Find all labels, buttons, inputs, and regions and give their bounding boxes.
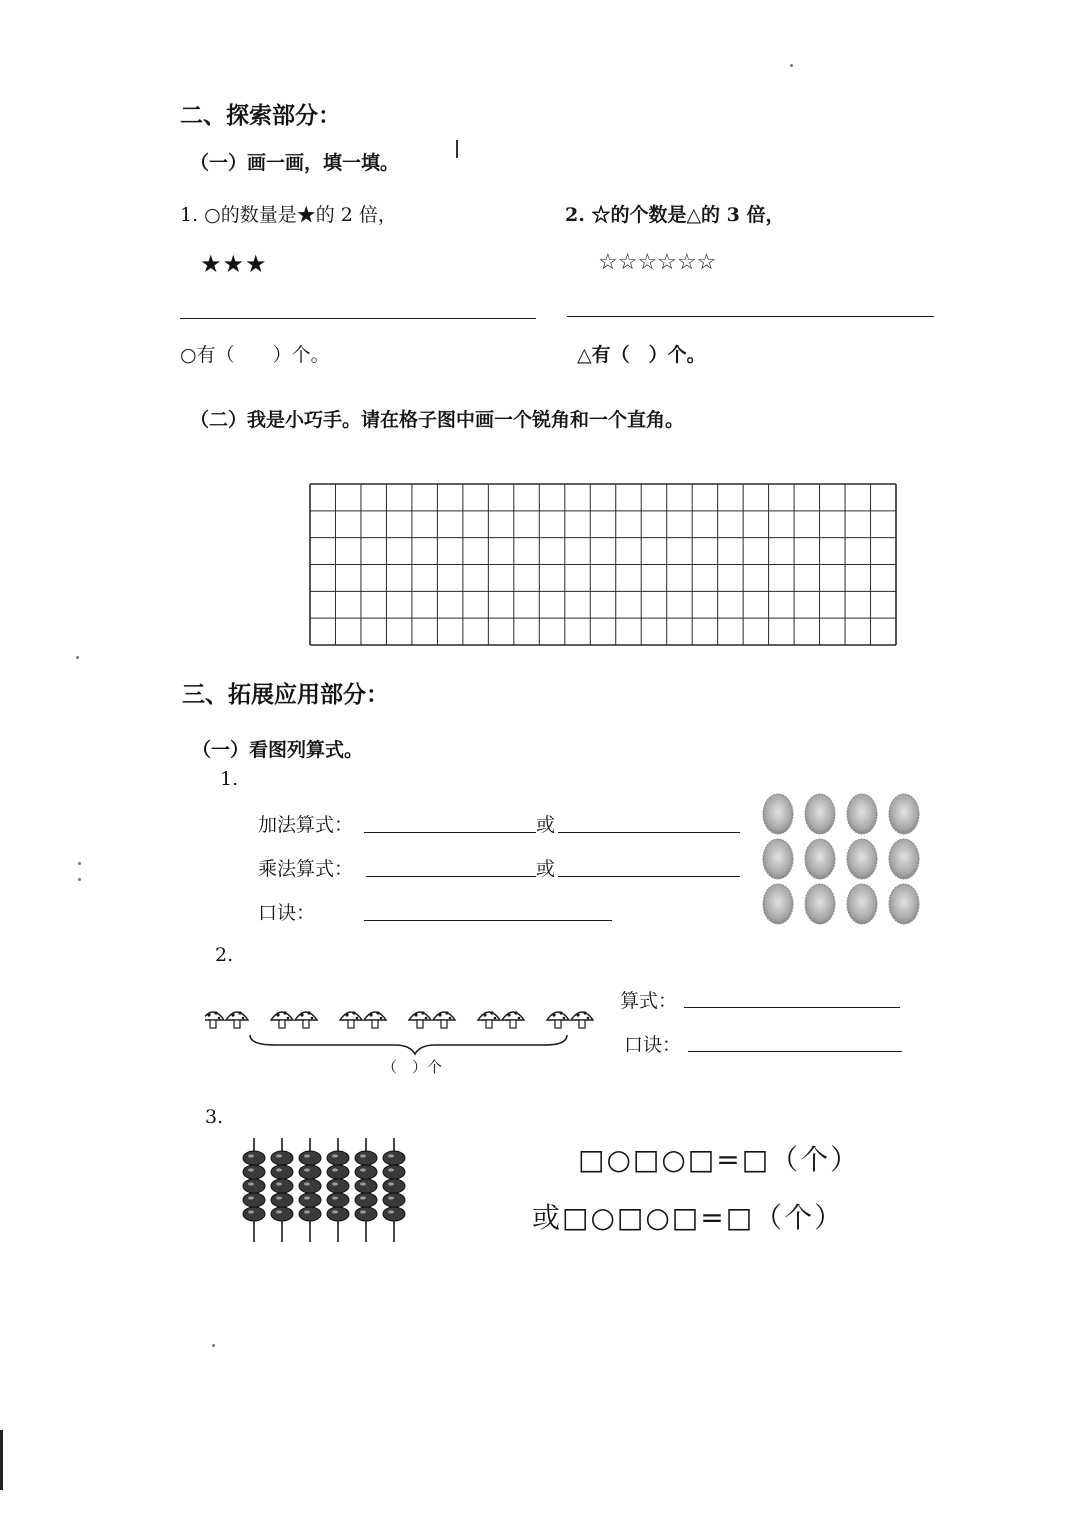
mushroom-icon — [340, 1011, 362, 1028]
egg-icon — [805, 884, 835, 924]
mushroom-icon — [226, 1011, 248, 1028]
mushroom-icon — [271, 1011, 293, 1028]
egg-icon — [889, 794, 919, 834]
mushroom-icon — [571, 1011, 593, 1028]
or-text-1: 或 — [536, 814, 556, 836]
speck — [78, 862, 81, 865]
drawing-line-2[interactable] — [567, 316, 934, 317]
question-2-prompt: 2. ☆的个数是△的 3 倍， — [565, 204, 785, 226]
question-1-prompt: 1. ○的数量是★的 2 倍， — [180, 204, 397, 226]
mushroom-icon — [433, 1011, 455, 1028]
white-stars: ☆☆☆☆☆☆ — [598, 250, 717, 275]
mushroom-icon — [364, 1011, 386, 1028]
skewer-icon — [383, 1138, 405, 1242]
mul-blank-1[interactable] — [366, 876, 536, 877]
scan-edge — [0, 1430, 3, 1490]
formula-label: 算式： — [620, 990, 678, 1012]
brace — [250, 1035, 567, 1054]
egg-icon — [889, 839, 919, 879]
add-blank-1[interactable] — [364, 832, 536, 833]
skewer-icon — [271, 1138, 293, 1242]
egg-icon — [847, 884, 877, 924]
pen-mark — [456, 140, 458, 158]
egg-icon — [805, 794, 835, 834]
speck — [76, 656, 79, 659]
formula-blank[interactable] — [684, 1007, 900, 1008]
mushroom-icon — [502, 1011, 524, 1028]
section-2-title: 二、探索部分： — [180, 102, 341, 129]
part-3-1-title: （一）看图列算式。 — [192, 739, 364, 761]
egg-icon — [889, 884, 919, 924]
section-3-title: 三、拓展应用部分： — [182, 681, 389, 708]
mushroom-icon — [478, 1011, 500, 1028]
skewer-icon — [327, 1138, 349, 1242]
rhyme-label-1: 口诀： — [258, 902, 316, 924]
add-label: 加法算式： — [258, 814, 354, 836]
or-text-2: 或 — [536, 858, 556, 880]
mushroom-icon — [295, 1011, 317, 1028]
egg-icon — [847, 794, 877, 834]
rhyme-blank-1[interactable] — [364, 920, 612, 921]
brace-label[interactable]: （ ）个 — [382, 1058, 443, 1076]
rhyme-blank-2[interactable] — [688, 1051, 902, 1052]
mushroom-icon — [409, 1011, 431, 1028]
part-1-title: （一）画一画，填一填。 — [190, 152, 400, 174]
rhyme-label-2: 口诀： — [624, 1034, 682, 1056]
q1-number: 1. — [220, 768, 239, 790]
drawing-line-1[interactable] — [180, 318, 536, 319]
skewer-icon — [243, 1138, 265, 1242]
equation-2[interactable]: 或□○□○□=□（个） — [532, 1201, 845, 1234]
skewer-icon — [355, 1138, 377, 1242]
speck — [78, 878, 81, 881]
speck — [790, 64, 793, 67]
eggs-illustration — [756, 790, 928, 935]
drawing-grid[interactable] — [309, 483, 897, 646]
q3-number: 3. — [205, 1106, 224, 1128]
skewer-icon — [299, 1138, 321, 1242]
question-2-answer[interactable]: △有（ ）个。 — [577, 344, 706, 366]
equation-1[interactable]: □○□○□=□（个） — [578, 1143, 861, 1176]
egg-icon — [763, 794, 793, 834]
speck — [212, 1344, 215, 1347]
egg-icon — [763, 839, 793, 879]
q2-number: 2. — [215, 944, 234, 966]
skewers-illustration — [238, 1136, 418, 1244]
mul-label: 乘法算式： — [258, 858, 354, 880]
question-1-answer[interactable]: ○有（ ）个。 — [180, 344, 330, 366]
egg-icon — [805, 839, 835, 879]
black-stars: ★★★ — [200, 250, 268, 278]
mushroom-icon — [205, 1011, 224, 1028]
part-2-title: （二）我是小巧手。请在格子图中画一个锐角和一个直角。 — [190, 409, 685, 431]
egg-icon — [847, 839, 877, 879]
mushroom-icon — [547, 1011, 569, 1028]
egg-icon — [763, 884, 793, 924]
add-blank-2[interactable] — [558, 832, 740, 833]
mul-blank-2[interactable] — [558, 876, 740, 877]
